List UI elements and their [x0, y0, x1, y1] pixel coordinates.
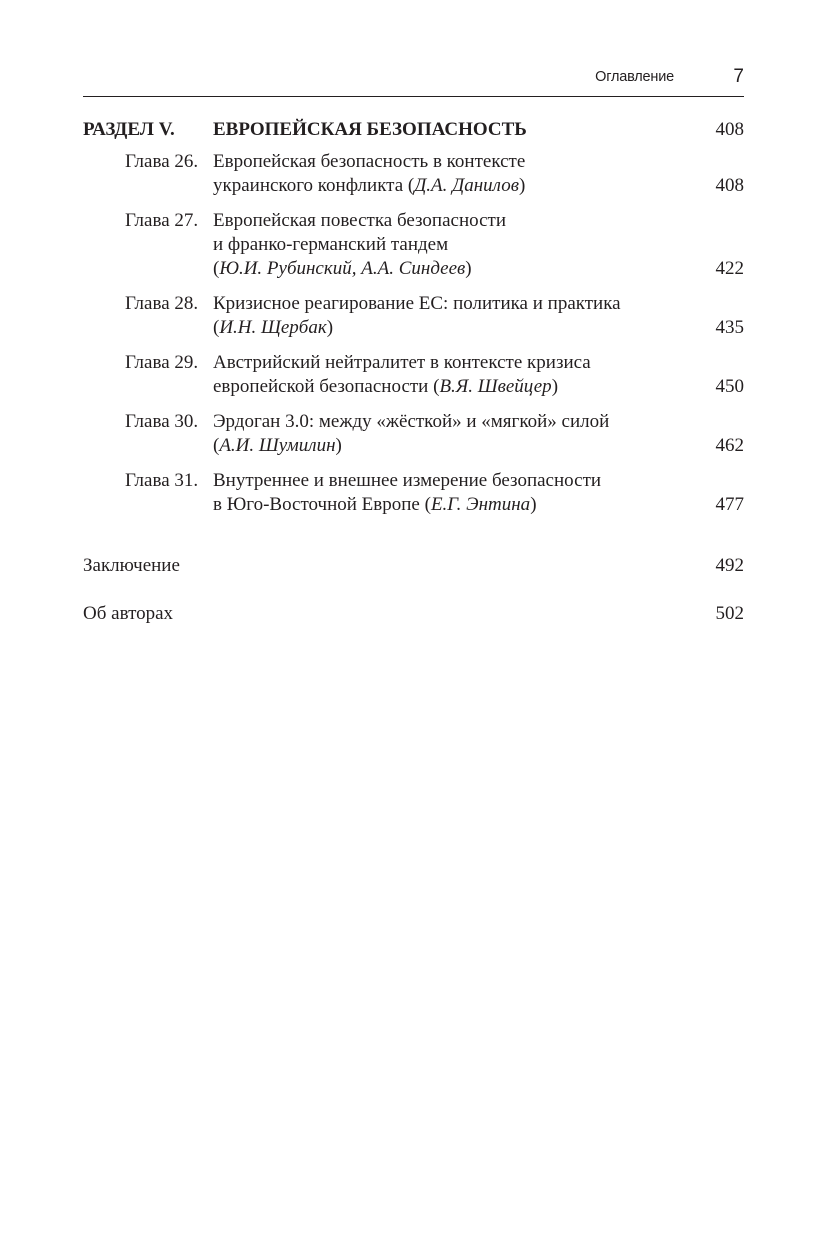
chapter-page: 422	[715, 258, 744, 279]
chapter-page: 462	[715, 435, 744, 456]
toc-chapter-26[interactable]	[83, 150, 744, 198]
chapter-label: Глава 30.	[125, 411, 199, 432]
section-label: РАЗДЕЛ V.	[83, 119, 175, 140]
chapter-title-line: европейской безопасности (В.Я. Швейцер)	[213, 376, 559, 397]
chapter-label: Глава 28.	[125, 293, 199, 314]
chapter-author: Е.Г. Энтина	[430, 494, 531, 515]
chapter-author: А.И. Шумилин	[219, 435, 336, 456]
toc-chapter-28[interactable]	[83, 292, 744, 340]
toc-section-row[interactable]	[83, 118, 744, 150]
chapter-author: Д.А. Данилов	[414, 175, 519, 196]
chapter-page: 435	[715, 317, 744, 338]
chapter-title	[213, 469, 684, 517]
chapter-title-line: Внутреннее и внешнее измерение безопасности	[213, 470, 602, 491]
chapter-title-line: Европейская повестка безопасности	[213, 210, 506, 231]
chapter-page: 408	[715, 175, 744, 196]
chapter-author: И.Н. Щербак	[219, 317, 327, 338]
chapter-title-line: в Юго-Восточной Европе (Е.Г. Энтина)	[213, 494, 537, 515]
conclusion-page: 492	[715, 555, 744, 576]
chapter-page: 450	[715, 376, 744, 397]
toc-chapter-30[interactable]	[83, 410, 744, 458]
running-head	[83, 66, 744, 97]
chapter-author: Ю.И. Рубинский, А.А. Синдеев	[219, 258, 466, 279]
conclusion-label: Заключение	[83, 555, 180, 576]
chapter-title	[213, 292, 684, 340]
toc-chapter-29[interactable]	[83, 351, 744, 399]
page-number: 7	[733, 66, 744, 87]
chapter-label: Глава 27.	[125, 210, 199, 231]
toc-chapter-31[interactable]	[83, 469, 744, 517]
toc-about-authors[interactable]	[83, 602, 744, 626]
toc-chapter-27[interactable]	[83, 209, 744, 281]
chapter-title-line: Эрдоган 3.0: между «жёсткой» и «мягкой» силой	[213, 411, 610, 432]
chapter-title-line: украинского конфликта (Д.А. Данилов)	[213, 175, 526, 196]
chapter-author: В.Я. Швейцер	[439, 376, 552, 397]
chapter-title-line: и франко-германский тандем	[213, 234, 449, 255]
chapter-title	[213, 351, 684, 399]
running-head-title: Оглавление	[595, 69, 674, 85]
chapter-title-line: Европейская безопасность в контексте	[213, 151, 526, 172]
chapter-title	[213, 150, 684, 198]
chapter-title-line: Австрийский нейтралитет в контексте кризиса	[213, 352, 591, 373]
table-of-contents	[83, 118, 744, 626]
about-authors-label: Об авторах	[83, 603, 174, 624]
chapter-label: Глава 26.	[125, 151, 199, 172]
chapter-label: Глава 31.	[125, 470, 199, 491]
section-title: ЕВРОПЕЙСКАЯ БЕЗОПАСНОСТЬ	[213, 119, 527, 140]
chapter-title-line: Кризисное реагирование ЕС: политика и практика	[213, 293, 621, 314]
chapter-title	[213, 410, 684, 458]
toc-conclusion[interactable]	[83, 554, 744, 578]
chapter-page: 477	[715, 494, 744, 515]
chapter-title-line: (А.И. Шумилин)	[213, 435, 342, 456]
about-authors-page: 502	[715, 603, 744, 624]
chapter-label: Глава 29.	[125, 352, 199, 373]
section-page: 408	[715, 119, 744, 140]
chapter-title-line: (И.Н. Щербак)	[213, 317, 334, 338]
chapter-title	[213, 209, 684, 281]
chapter-title-line: (Ю.И. Рубинский, А.А. Синдеев)	[213, 258, 472, 279]
